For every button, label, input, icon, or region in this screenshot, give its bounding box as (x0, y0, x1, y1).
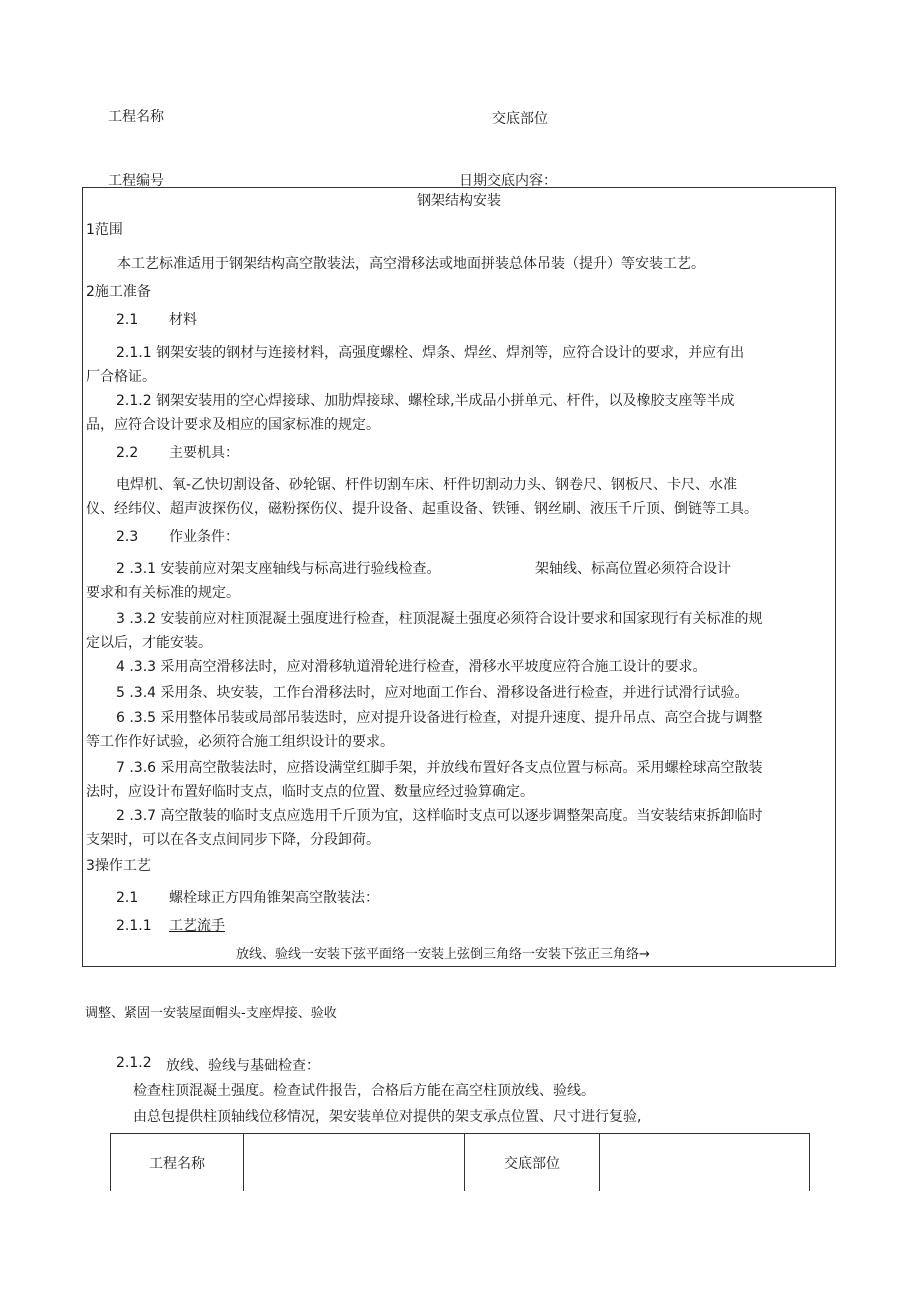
bt-handover-part-value (600, 1134, 810, 1192)
cond-3: 4 .3.3 采用高空滑移法时，应对滑移轨道滑轮进行检查，滑移水平坡度应符合施工设计的要求。 (116, 659, 707, 675)
cond-1-line-1b: 架轴线、标高位置必须符合设计 (535, 561, 731, 577)
s22-number: 2.2 (116, 445, 139, 461)
cond-4: 5 .3.4 采用条、块安装，工作台滑移法时，应对地面工作台、滑移设备进行检查，并进行试滑行试验。 (116, 685, 749, 701)
bottom-header-table (110, 1133, 810, 1191)
handover-part-label: 交底部位 (492, 111, 548, 127)
tools-line-1: 电焊机、氧-乙快切割设备、砂轮锯、杆件切割车床、杆件切割动力头、钢卷尺、钢板尺、卡尺、水准 (116, 477, 738, 493)
doc-title: 钢架结构安装 (417, 193, 501, 209)
cond-7-line-2: 支架时，可以在各支点间同步下降，分段卸荷。 (86, 832, 380, 848)
bt-project-name-label: 工程名称 (111, 1134, 244, 1192)
cond-2-line-2: 定以后，才能安装。 (86, 635, 212, 651)
content-box (82, 187, 836, 967)
process-flow-line-1: 放线、验线一安装下弦平面络一安装上弦倒三角络一安装下弦正三角络→ (236, 947, 650, 962)
section-3-heading: 3操作工艺 (86, 858, 151, 874)
cond-6-line-2: 法时，应设计布置好临时支点，临时支点的位置、数量应经过验算确定。 (86, 784, 534, 800)
s21-number: 2.1 (116, 312, 139, 328)
s312-title: 放线、验线与基础检查： (166, 1058, 320, 1074)
date-content-label: 日期交底内容： (459, 173, 557, 189)
section-1-paragraph: 本工艺标准适用于钢架结构高空散装法，高空滑移法或地面拼装总体吊装（提升）等安装工艺。 (117, 256, 705, 272)
cond-1-line-2: 要求和有关标准的规定。 (86, 585, 240, 601)
s23-number: 2.3 (116, 529, 139, 545)
section-1-heading: 1范围 (86, 222, 123, 238)
s312-paragraph-2: 由总包提供柱顶轴线位移情况，架安装单位对提供的架支承点位置、尺寸进行复验, (133, 1109, 642, 1125)
s211-line-2: 厂合格证。 (86, 369, 156, 385)
s21-title: 材料 (169, 312, 197, 328)
s22-title: 主要机具： (169, 445, 239, 461)
cond-5-line-1: 6 .3.5 采用整体吊装或局部吊装迭时，应对提升设备进行检查，对提升速度、提升吊点、高空合拢与调整 (116, 710, 763, 726)
s31-number: 2.1 (116, 890, 139, 906)
s311-number: 2.1.1 (116, 918, 152, 934)
section-2-heading: 2施工准备 (86, 284, 151, 300)
project-no-label: 工程编号 (108, 173, 164, 189)
cond-7-line-1: 2 .3.7 高空散装的临时支点应选用千斤顶为宜，这样临时支点可以逐步调整架高度。当安装结束拆卸临时 (116, 808, 763, 824)
process-flow-line-2: 调整、紧固一安装屋面帽头-支座焊接、验收 (85, 1006, 337, 1021)
cond-1-line-1: 2 .3.1 安装前应对架支座轴线与标高进行验线检查。 (116, 561, 441, 577)
table-row (111, 1134, 810, 1192)
s312-number: 2.1.2 (116, 1055, 152, 1071)
s211-line-1: 2.1.1 钢架安装的钢材与连接材料，高强度螺栓、焊条、焊丝、焊剂等，应符合设计的要求，并应有出 (116, 345, 745, 361)
tools-line-2: 仪、经纬仪、超声波探伤仪，磁粉探伤仪、提升设备、起重设备、铁锤、钢丝刷、液压千斤顶、倒链等工具。 (86, 501, 758, 517)
cond-6-line-1: 7 .3.6 采用高空散装法时，应搭设满堂红脚手架，并放线布置好各支点位置与标高。采用螺栓球高空散装 (116, 760, 763, 776)
cond-2-line-1: 3 .3.2 安装前应对柱顶混凝土强度进行检查，柱顶混凝土强度必须符合设计要求和国家现行有关标准的规 (116, 611, 763, 627)
project-name-label: 工程名称 (108, 109, 164, 125)
bt-project-name-value (244, 1134, 465, 1192)
s31-title: 螺栓球正方四角锥架高空散装法： (169, 890, 379, 906)
s311-title: 工艺流手 (169, 918, 225, 934)
s212-line-1: 2.1.2 钢架安装用的空心焊接球、加肋焊接球、螺栓球,半成品小拼单元、杆件，以及橡胶支座等半成 (116, 393, 735, 409)
s312-paragraph-1: 检查柱顶混凝土强度。检查试件报告，合格后方能在高空柱顶放线、验线。 (133, 1083, 595, 1099)
bt-handover-part-label: 交底部位 (465, 1134, 600, 1192)
s23-title: 作业条件： (169, 529, 239, 545)
cond-5-line-2: 等工作作好试验，必须符合施工组织设计的要求。 (86, 734, 394, 750)
s212-line-2: 品，应符合设计要求及相应的国家标准的规定。 (86, 417, 380, 433)
